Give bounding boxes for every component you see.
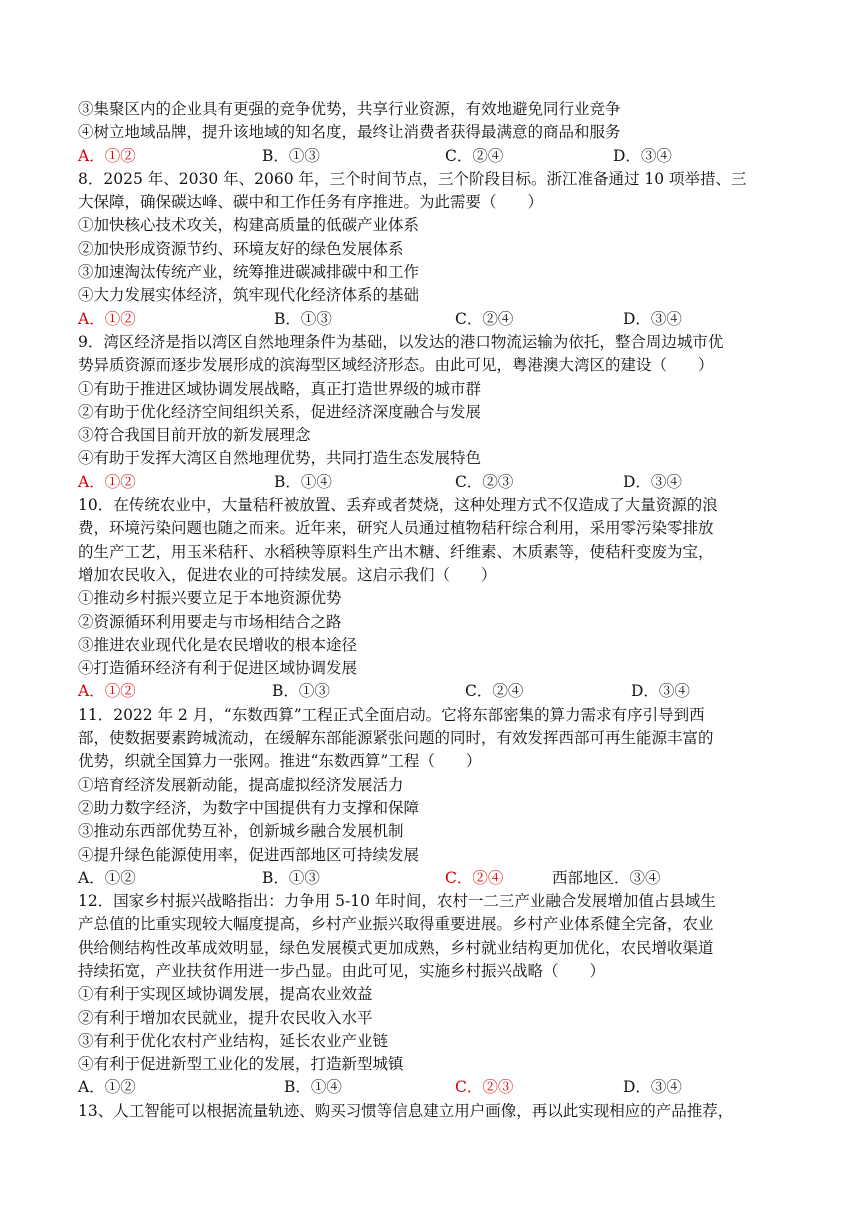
option-d: D．③④ [613, 146, 672, 165]
question-9-statement-1: ①有助于推进区域协调发展战略，真正打造世界级的城市群 [78, 379, 482, 398]
question-11-statement-3: ③推动东西部优势互补，创新城乡融合发展机制 [78, 822, 404, 841]
option-a: A．①② [78, 682, 136, 701]
question-8-statement-4: ④大力发展实体经济，筑牢现代化经济体系的基础 [78, 286, 420, 305]
question-13-stem-line: 13、人工智能可以根据流量轨迹、购买习惯等信息建立用户画像，再以此实现相应的产品推荐， [78, 1101, 734, 1120]
statement-4: ④树立地域品牌，提升该地域的知名度，最终让消费者获得最满意的商品和服务 [78, 123, 621, 142]
question-12-statement-3: ③有利于优化农村产业结构，延长农业产业链 [78, 1031, 389, 1050]
option-d: D．③④ [631, 682, 690, 701]
option-d: D．③④ [623, 472, 682, 491]
option-c: C．②④ [455, 309, 514, 328]
question-9-statement-3: ③符合我国目前开放的新发展理念 [78, 426, 311, 445]
question-12-statement-2: ②有利于增加农民就业，提升农民收入水平 [78, 1008, 373, 1027]
question-8-statement-2: ②加快形成资源节约、环境友好的绿色发展体系 [78, 239, 404, 258]
question-10-statement-1: ①推动乡村振兴要立足于本地资源优势 [78, 589, 342, 608]
question-8-stem-line: 大保障，确保碳达峰、碳中和工作任务有序推进。为此需要（ ） [78, 193, 544, 212]
option-d: D．③④ [623, 309, 682, 328]
question-8-statement-3: ③加速淘汰传统产业，统筹推进碳减排碳中和工作 [78, 263, 420, 282]
question-10-stem-line: 费，环境污染问题也随之而来。近年来，研究人员通过植物秸秆综合利用，采用零污染零排放 [78, 519, 714, 538]
option-c: C．②③ [455, 1078, 514, 1097]
question-10-stem-line: 的生产工艺，用玉米秸秆、水稻秧等原料生产出木糖、纤维素、木质素等，使秸秆变废为宝， [78, 542, 714, 561]
exam-page [78, 98, 790, 1123]
question-11-stem-line: 11．2022 年 2 月，“东数西算”工程正式全面启动。它将东部密集的算力需求有序引导到西 [78, 705, 705, 724]
option-b: B．①③ [274, 309, 332, 328]
option-d: 西部地区．③④ [552, 868, 661, 887]
option-a: A．①② [78, 146, 136, 165]
option-c: C．②④ [445, 146, 504, 165]
question-9-statement-2: ②有助于优化经济空间组织关系，促进经济深度融合与发展 [78, 402, 482, 421]
question-8-statement-1: ①加快核心技术攻关，构建高质量的低碳产业体系 [78, 216, 420, 235]
question-12-statement-4: ④有利于促进新型工业化的发展，打造新型城镇 [78, 1055, 404, 1074]
statement-3: ③集聚区内的企业具有更强的竞争优势，共享行业资源，有效地避免同行业竞争 [78, 100, 621, 118]
question-11-statement-1: ①培育经济发展新动能，提高虚拟经济发展活力 [78, 775, 404, 794]
question-12-stem-line: 持续拓宽，产业扶贫作用进一步凸显。由此可见，实施乡村振兴战略（ ） [78, 961, 606, 980]
option-a: A．①② [78, 472, 136, 491]
option-a: A．①② [78, 1078, 136, 1097]
question-9-statement-4: ④有助于发挥大湾区自然地理优势，共同打造生态发展特色 [78, 449, 482, 468]
question-10-stem-line: 10．在传统农业中，大量秸秆被放置、丢弃或者焚烧，这种处理方式不仅造成了大量资源的浪 [78, 496, 718, 515]
question-12-stem-line: 产总值的比重实现较大幅度提高，乡村产业振兴取得重要进展。乡村产业体系健全完备，农业 [78, 915, 714, 934]
question-12-stem-line: 12．国家乡村振兴战略指出：力争用 5-10 年时间，农村一二三产业融合发展增加值占县域生 [78, 892, 716, 911]
question-10-stem-line: 增加农民收入，促进农业的可持续发展。这启示我们（ ） [78, 565, 497, 584]
option-b: B．①③ [262, 146, 320, 165]
question-10-statement-4: ④打造循环经济有利于促进区域协调发展 [78, 659, 358, 678]
answer-options [78, 145, 790, 168]
question-8-options [78, 308, 790, 331]
option-b: B．①④ [274, 472, 332, 491]
question-11-options [78, 867, 790, 890]
option-b: B．①④ [284, 1078, 342, 1097]
question-10-options [78, 680, 790, 703]
question-9-options [78, 471, 790, 494]
question-12-stem-line: 供给侧结构性改革成效明显，绿色发展模式更加成熟，乡村就业结构更加优化，农民增收渠道 [78, 938, 714, 957]
option-c: C．②④ [445, 868, 504, 887]
question-10-statement-2: ②资源循环利用要走与市场相结合之路 [78, 612, 342, 631]
option-d: D．③④ [623, 1078, 682, 1097]
option-c: C．②③ [455, 472, 514, 491]
option-b: B．①③ [272, 682, 330, 701]
option-b: B．①③ [262, 868, 320, 887]
question-9-stem-line: 9．湾区经济是指以湾区自然地理条件为基础，以发达的港口物流运输为依托，整合周边城市优 [78, 332, 724, 351]
question-11-stem-line: 优势，织就全国算力一张网。推进“东数西算”工程（ ） [78, 752, 482, 771]
question-11-statement-2: ②助力数字经济，为数字中国提供有力支撑和保障 [78, 798, 420, 817]
question-8-stem-line: 8．2025 年、2030 年、2060 年，三个时间节点，三个阶段目标。浙江准备通过 10 项举措、三 [78, 169, 747, 188]
question-9-stem-line: 势异质资源而逐步发展形成的滨海型区域经济形态。由此可见，粤港澳大湾区的建设（ ） [78, 356, 714, 375]
question-12-statement-1: ①有利于实现区域协调发展，提高农业效益 [78, 985, 373, 1004]
option-a: A．①② [78, 309, 136, 328]
question-11-statement-4: ④提升绿色能源使用率，促进西部地区可持续发展 [78, 845, 420, 864]
question-12-options [78, 1076, 790, 1099]
question-11-stem-line: 部，使数据要素跨城流动，在缓解东部能源紧张问题的同时，有效发挥西部可再生能源丰富的 [78, 729, 714, 748]
question-10-statement-3: ③推进农业现代化是农民增收的根本途径 [78, 635, 358, 654]
option-c: C．②④ [465, 682, 524, 701]
option-a: A．①② [78, 868, 136, 887]
